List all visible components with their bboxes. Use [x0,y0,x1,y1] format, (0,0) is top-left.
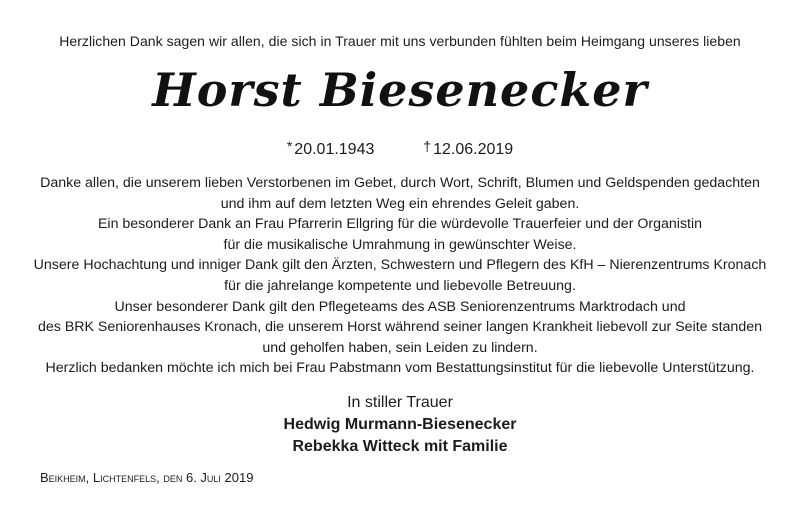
thanks-paragraph [0,255,800,296]
text-line: für die musikalische Umrahmung in gewünschter Weise. [223,236,577,253]
thanks-paragraph [0,214,800,255]
intro-text: Herzlichen Dank sagen wir allen, die sich in Trauer mit uns verbunden fühlten beim Heimgang unseres lieben [59,33,741,49]
text-line: für die jahrelange kompetente und liebevolle Betreuung. [224,277,576,294]
text-line: und ihm auf dem letzten Weg ein ehrendes Geleit gaben. [220,195,580,212]
text-line: Unsere Hochachtung und inniger Dank gilt den Ärzten, Schwestern und Pflegern des KfH – Nierenzentrums Kronach [33,257,767,274]
death-date: 12.06.2019 [433,141,514,158]
text-line: Unser besonderer Dank gilt den Pflegeteams des ASB Seniorenzentrums Marktrodach und [114,298,686,315]
family-member-2: Rebekka Witteck mit Familie [292,438,508,455]
thanks-paragraph [0,358,800,379]
text-line: Herzlich bedanken möchte ich mich bei Frau Pabstmann vom Bestattungsinstitut für die liebevolle Unterstützung. [45,360,755,377]
text-line: Danke allen, die unserem lieben Verstorbenen im Gebet, durch Wort, Schrift, Blumen und Geldspenden gedachten [40,175,760,191]
place-and-date: Beikheim, Lichtenfels, den 6. Juli 2019 [40,470,254,485]
text-line: des BRK Seniorenhauses Kronach, die unserem Horst während seiner langen Krankheit liebevoll zur Seite standen [38,319,762,336]
text-line: und geholfen haben, sein Leiden zu lindern. [262,339,538,356]
signoff-block [0,392,800,458]
life-dates [0,136,800,160]
thanks-paragraph [0,297,800,359]
birth-symbol: * [286,138,293,154]
signoff-intro: In stiller Trauer [347,394,453,411]
family-member-1: Hedwig Murmann-Biesenecker [283,416,517,433]
birth-date: 20.01.1943 [294,141,375,158]
deceased-name: Horst Biesenecker [152,63,648,117]
death-cross-symbol: † [423,138,432,154]
text-line: Ein besonderer Dank an Frau Pfarrerin Ellgring für die würdevolle Trauerfeier und der Organistin [97,216,703,233]
thanks-paragraph [0,173,800,214]
thanks-body [0,173,800,379]
